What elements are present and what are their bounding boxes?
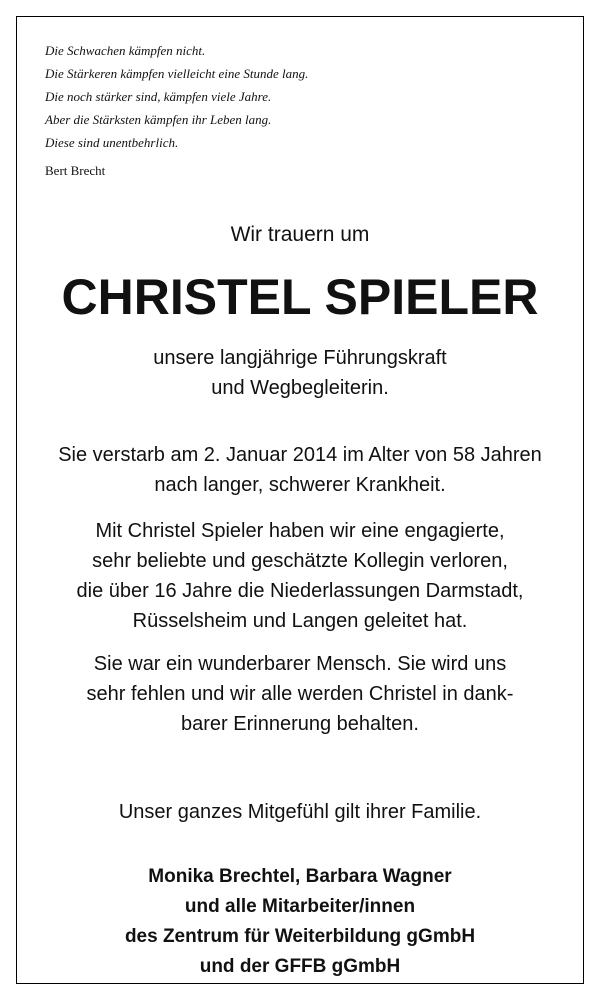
tribute-paragraph [17, 516, 583, 636]
quote-line: Diese sind unentbehrlich. [45, 135, 179, 150]
paragraph-line: barer Erinnerung behalten. [181, 713, 419, 735]
deceased-name: CHRISTEL SPIELER [61, 269, 539, 325]
quote-line: Aber die Stärksten kämpfen ihr Leben lang. [45, 112, 272, 127]
quote-line: Die noch stärker sind, kämpfen viele Jahre. [45, 89, 272, 104]
paragraph-line: nach langer, schwerer Krankheit. [154, 474, 446, 496]
sympathy-line: Unser ganzes Mitgefühl gilt ihrer Familie. [118, 801, 482, 823]
signature-line: und der GFFB gGmbH [199, 956, 401, 977]
obituary-frame [16, 16, 584, 984]
paragraph-line: Mit Christel Spieler haben wir eine engagierte, [95, 520, 505, 542]
death-notice-paragraph [17, 440, 583, 500]
paragraph-line: Sie war ein wunderbarer Mensch. Sie wird uns [93, 653, 507, 675]
quote-author: Bert Brecht [45, 163, 106, 178]
role-line: unsere langjährige Führungskraft [153, 347, 447, 369]
signature-line: und alle Mitarbeiter/innen [184, 896, 416, 917]
paragraph-line: sehr fehlen und wir alle werden Christel in dank- [86, 683, 514, 705]
deceased-role [17, 343, 583, 403]
signature-line: des Zentrum für Weiterbildung gGmbH [124, 926, 476, 947]
paragraph-line: Sie verstarb am 2. Januar 2014 im Alter von 58 Jahren [58, 444, 542, 466]
signature-line: Monika Brechtel, Barbara Wagner [148, 866, 452, 887]
paragraph-line: die über 16 Jahre die Niederlassungen Darmstadt, [76, 580, 524, 602]
paragraph-line: Rüsselsheim und Langen geleitet hat. [132, 610, 468, 632]
role-line: und Wegbegleiterin. [211, 377, 389, 399]
epigraph-quote [45, 39, 308, 154]
remembrance-paragraph [17, 649, 583, 739]
signature-block [17, 862, 583, 982]
mourning-intro: Wir trauern um [230, 223, 370, 246]
quote-line: Die Stärkeren kämpfen vielleicht eine Stunde lang. [45, 66, 309, 81]
paragraph-line: sehr beliebte und geschätzte Kollegin verloren, [92, 550, 508, 572]
quote-line: Die Schwachen kämpfen nicht. [45, 43, 206, 58]
